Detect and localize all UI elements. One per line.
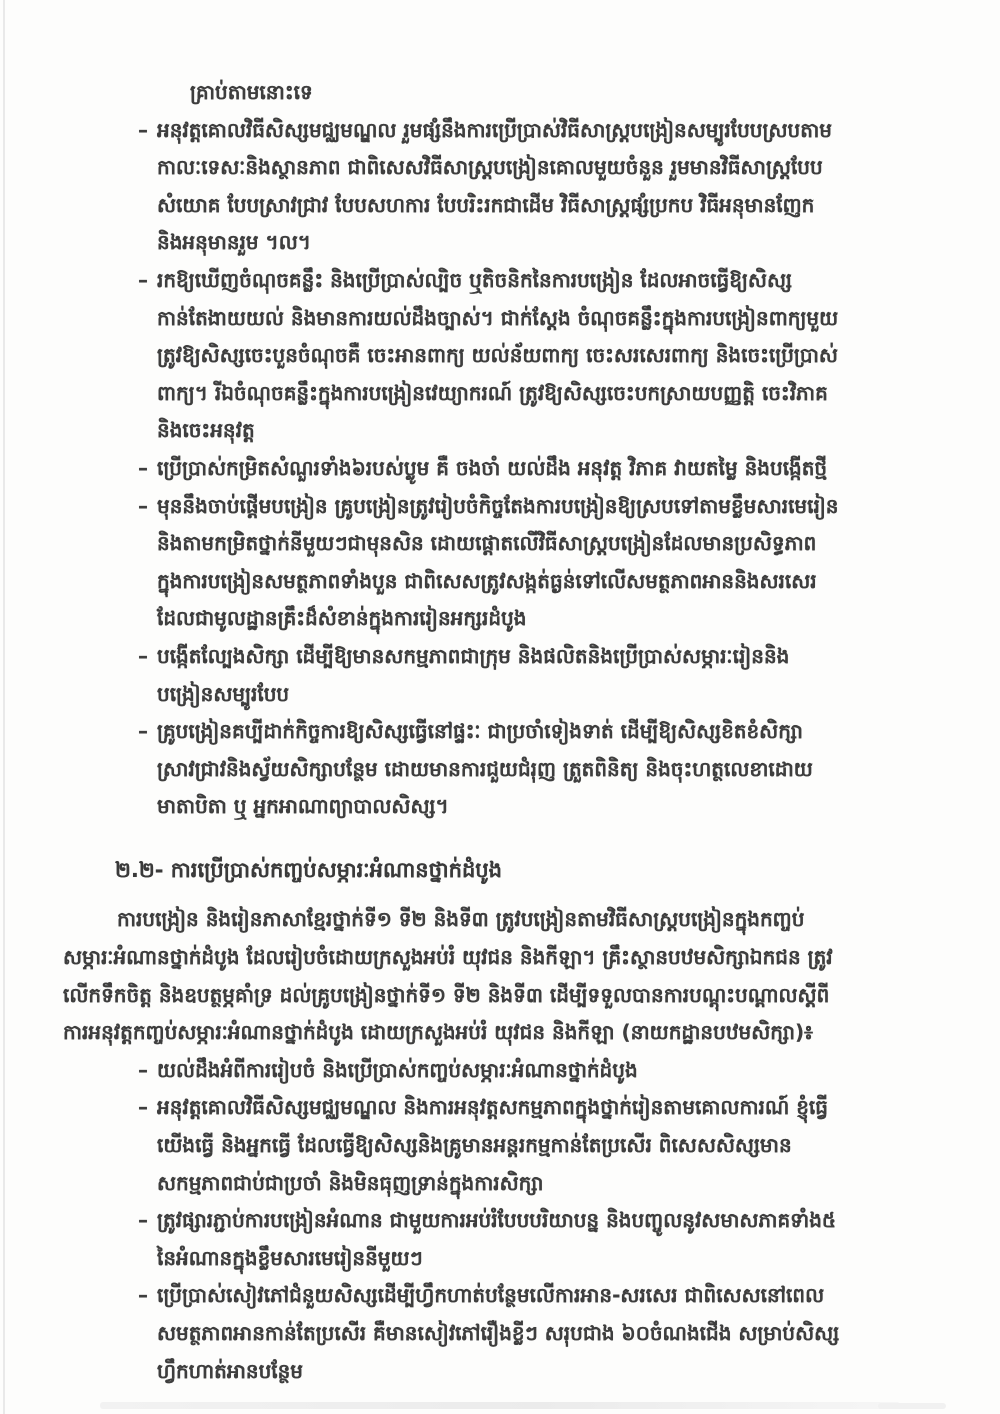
list-item — [63, 1202, 909, 1277]
text-line: លើកទឹកចិត្ត និងឧបត្ថម្ភគាំទ្រ ដល់គ្រូបង្រៀនថ្នាក់ទី១ ទី២ និងទី៣ ដើម្បីទទួលបានការបណ្តុះបណ្តាលស្តីពី — [63, 982, 830, 1007]
body-paragraph — [63, 901, 909, 1051]
text-line: និងតាមកម្រិតថ្នាក់នីមួយៗជាមុនសិន ដោយផ្តោតលើវិធីសាស្ត្របង្រៀនដែលមានប្រសិទ្ធភាព — [157, 531, 817, 556]
scan-shadow-artifact — [100, 1402, 900, 1409]
bullet-marker: – — [138, 1283, 148, 1308]
text-line: ត្រូវផ្សារភ្ជាប់ការបង្រៀនអំណាន ជាមួយការអប់រំបែបបរិយាបន្ន និងបញ្ចូលនូវសមាសភាគទាំង៥ — [157, 1208, 837, 1233]
text-line: និងអនុមានរួម ។ល។ — [157, 230, 311, 255]
text-line: បង្រៀនសម្បូរបែប — [157, 681, 290, 706]
text-line: យល់ដឹងអំពីការរៀបចំ និងប្រើប្រាស់កញ្ចប់សម្ភារៈអំណានថ្នាក់ដំបូង — [157, 1057, 638, 1082]
bullet-marker: – — [138, 1057, 148, 1082]
scan-shadow-artifact — [878, 1403, 946, 1409]
text-line: ប្រើប្រាស់កម្រិតសំណួរទាំង៦របស់ប្លូម គឺ ចងចាំ យល់ដឹង អនុវត្ត វិភាគ វាយតម្លៃ និងបង្កើតថ្មី — [157, 455, 828, 480]
bullet-marker: – — [138, 455, 148, 480]
list-item — [63, 488, 909, 638]
text-line: សម្ភារៈអំណានថ្នាក់ដំបូង ដែលរៀបចំដោយក្រសួងអប់រំ យុវជន និងកីឡា។ គ្រឹះស្ថានបឋមសិក្សាឯកជន ត្រូវ — [63, 945, 833, 970]
bullet-list-reading-package — [63, 1052, 909, 1390]
bullet-marker: – — [138, 117, 148, 142]
text-line: ការបង្រៀន និងរៀនភាសាខ្មែរថ្នាក់ទី១ ទី២ និងទី៣ ត្រូវបង្រៀនតាមវិធីសាស្ត្របង្រៀនក្នុងកញ្ចប់ — [117, 907, 805, 932]
list-item-text — [157, 1277, 909, 1390]
list-item — [63, 1277, 909, 1390]
list-item-text — [157, 713, 909, 826]
intro-line: គ្រាប់តាមនោះទេ — [190, 80, 313, 104]
bullet-marker: – — [138, 493, 148, 518]
text-line: ហ្វឹកហាត់អានបន្ថែម — [157, 1358, 303, 1383]
list-item — [63, 713, 909, 826]
bullet-marker: – — [138, 719, 148, 744]
list-item — [63, 112, 909, 262]
list-item-text — [157, 112, 909, 262]
text-line: ប្រើប្រាស់សៀវភៅជំនួយសិស្សដើម្បីហ្វឹកហាត់បន្ថែមលើការអាន-សរសេរ ជាពិសេសនៅពេល — [157, 1283, 825, 1308]
list-item — [63, 450, 909, 488]
text-line: យើងធ្វើ និងអ្នកធ្វើ ដែលធ្វើឱ្យសិស្សនិងគ្រូមានអន្តរកម្មកាន់តែប្រសើរ ពិសេសសិស្សមាន — [157, 1133, 792, 1158]
text-line: ដែលជាមូលដ្ឋានគ្រឹះដ៏សំខាន់ក្នុងការរៀនអក្សរដំបូង — [157, 606, 527, 631]
list-item-text — [157, 262, 909, 450]
bullet-list-teaching-methods — [63, 112, 909, 826]
bullet-marker: – — [138, 1208, 148, 1233]
list-item-text — [157, 1202, 909, 1277]
text-line: បង្កើតល្បែងសិក្សា ដើម្បីឱ្យមានសកម្មភាពជាក្រុម និងផលិតនិងប្រើប្រាស់សម្ភារៈរៀននិង — [157, 643, 790, 668]
text-line: អនុវត្តគោលវិធីសិស្សមជ្ឈមណ្ឌល រួមផ្សំនឹងការប្រើប្រាស់វិធីសាស្ត្របង្រៀនសម្បូរបែបស្របតាម — [157, 117, 832, 142]
text-line: ក្នុងការបង្រៀនសមត្ថភាពទាំងបួន ជាពិសេសត្រូវសង្កត់ធ្ងន់ទៅលើសមត្ថភាពអាននិងសរសេរ — [157, 568, 817, 593]
bullet-marker: – — [138, 1095, 148, 1120]
section-heading: ២.២- ការប្រើប្រាស់កញ្ចប់សម្ភារៈអំណានថ្នាក់ដំបូង — [115, 857, 502, 882]
text-line: ត្រូវឱ្យសិស្សចេះបួនចំណុចគឺ ចេះអានពាក្យ យល់ន័យពាក្យ ចេះសរសេរពាក្យ និងចេះប្រើប្រាស់ — [157, 343, 838, 368]
text-line: សកម្មភាពជាប់ជាប្រចាំ និងមិនធុញទ្រាន់ក្នុងការសិក្សា — [157, 1170, 544, 1195]
list-item-text — [157, 1089, 909, 1202]
text-line: សំយោគ បែបស្រាវជ្រាវ បែបសហការ បែបរិះរកជាដើម វិធីសាស្ត្រផ្សំប្រកប វិធីអនុមានញែក — [157, 192, 815, 217]
text-line: ពាក្យ។ រីឯចំណុចគន្លឹះក្នុងការបង្រៀនវេយ្យាករណ៍ ត្រូវឱ្យសិស្សចេះបកស្រាយបញ្ញត្តិ ចេះវិភាគ — [157, 380, 828, 405]
list-item — [63, 1052, 909, 1090]
bullet-marker: – — [138, 267, 148, 292]
list-item-text — [157, 1052, 909, 1090]
text-line: សមត្ថភាពអានកាន់តែប្រសើរ គឺមានសៀវភៅរឿងខ្លីៗ សរុបជាង ៦០ចំណងជើង សម្រាប់សិស្ស — [157, 1321, 840, 1345]
text-line: កាលៈទេសៈនិងស្ថានភាព ជាពិសេសវិធីសាស្ត្របង្រៀនគោលមួយចំនួន រួមមានវិធីសាស្ត្របែប — [157, 155, 823, 180]
list-item-text — [157, 488, 909, 638]
list-item — [63, 638, 909, 713]
scan-edge-artifact — [3, 0, 5, 1414]
text-line: កាន់តែងាយយល់ និងមានការយល់ដឹងច្បាស់។ ជាក់ស្តែង ចំណុចគន្លឹះក្នុងការបង្រៀនពាក្យមួយ — [157, 305, 839, 330]
list-item-text — [157, 450, 909, 488]
list-item — [63, 262, 909, 450]
text-line: មុននឹងចាប់ផ្តើមបង្រៀន គ្រូបង្រៀនត្រូវរៀបចំកិច្ចតែងការបង្រៀនឱ្យស្របទៅតាមខ្លឹមសារមេរៀន — [157, 493, 839, 518]
text-line: អនុវត្តគោលវិធីសិស្សមជ្ឈមណ្ឌល និងការអនុវត្តសកម្មភាពក្នុងថ្នាក់រៀនតាមគោលការណ៍ ខ្ញុំធ្វើ — [157, 1095, 828, 1120]
text-line: នៃអំណានក្នុងខ្លឹមសារមេរៀននីមួយៗ — [157, 1245, 423, 1270]
bullet-marker: – — [138, 643, 148, 668]
list-item — [63, 1089, 909, 1202]
text-line: មាតាបិតា ឬ អ្នកអាណាព្យាបាលសិស្ស។ — [157, 794, 449, 819]
text-line: ស្រាវជ្រាវនិងស្វ័យសិក្សាបន្ថែម ដោយមានការជួយជំរុញ ត្រួតពិនិត្យ និងចុះហត្ថលេខាដោយ — [157, 756, 813, 781]
text-line: និងចេះអនុវត្ត — [157, 418, 255, 443]
list-item-text — [157, 638, 909, 713]
text-line: រកឱ្យឃើញចំណុចគន្លឹះ និងប្រើប្រាស់ល្បិច ឬតិចនិកនៃការបង្រៀន ដែលអាចធ្វើឱ្យសិស្ស — [157, 267, 792, 292]
text-line: គ្រូបង្រៀនគប្បីដាក់កិច្ចការឱ្យសិស្សធ្វើនៅផ្ទះៈ ជាប្រចាំទៀងទាត់ ដើម្បីឱ្យសិស្សខិតខំសិក្សា — [157, 719, 803, 744]
text-line: ការអនុវត្តកញ្ចប់សម្ភារៈអំណានថ្នាក់ដំបូង ដោយក្រសួងអប់រំ យុវជន និងកីឡា (នាយកដ្ឋានបឋមសិក្សា)៖ — [63, 1020, 813, 1045]
document-content — [63, 74, 909, 1390]
